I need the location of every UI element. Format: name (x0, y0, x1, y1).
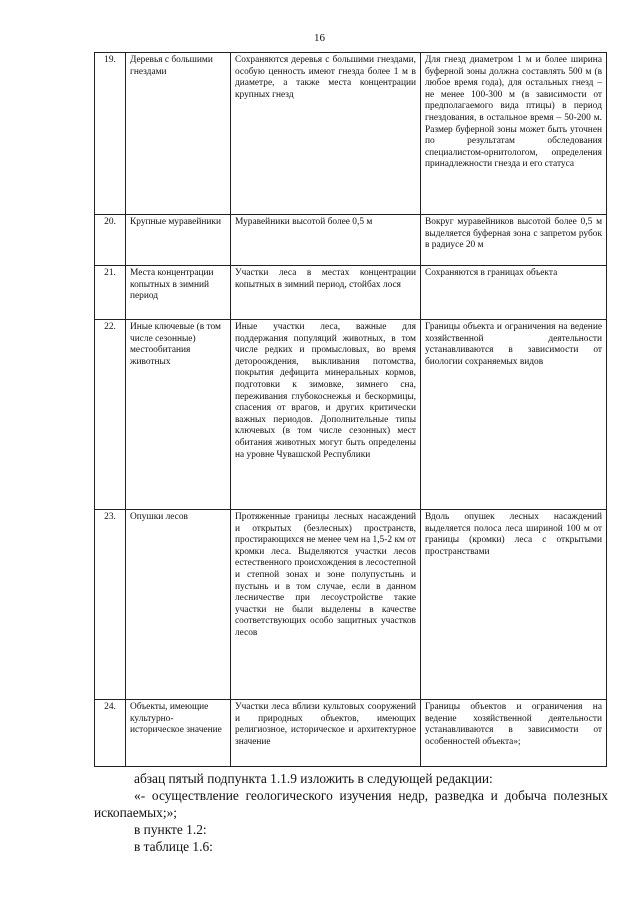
object-features: Сохраняются деревья с большими гнездами, особую ценность имеют гнезда более 1 м в диаметре, а также места концентрации крупных гнезд (231, 53, 421, 215)
object-name: Иные ключевые (в том числе сезонные) местообитания животных (126, 320, 231, 510)
protection-measures: Для гнезд диаметром 1 м и более ширина буферной зоны должна составлять 500 м (в любое время года), для остальных гнезд – не менее 100-300 м (в зависимости от предполагаемого вида птицы) в период гнездования, в остальное время – 50-200 м. Размер буферной зоны может быть уточнен по результатам обследования специалистом-орнитологом, определения принадлежности гнезда и его статуса (421, 53, 607, 215)
paragraph-text: в пункте 1.2: (134, 822, 207, 837)
table-row (95, 215, 607, 266)
object-name: Опушки лесов (126, 510, 231, 700)
object-features: Иные участки леса, важные для поддержания популяций животных, в том числе редких и промысловых, во время детороождения, выкливания потомства, покрытия дефицита минеральных кормов, подготовки к зимовке, зимнего сна, переживания глубокоснежья и бескормицы, спасения от врагов, и других критически важных периодов. Дополнительные типы ключевых (в том числе сезонных) мест обитания животных могут быть определены на уровне Чувашской Республики (231, 320, 421, 510)
table-row (95, 320, 607, 510)
amendment-paragraph (94, 770, 608, 855)
protection-measures: Границы объекта и ограничения на ведение хозяйственной деятельности устанавливаются в зависимости от биологии сохраняемых видов (421, 320, 607, 510)
table-row (95, 700, 607, 767)
paragraph-text: «- осуществление геологического изучения недр, разведка и добыча полезных ископаемых;»; (94, 788, 608, 820)
object-features: Участки леса вблизи культовых сооружений и природных объектов, имеющих религиозное, историческое и архитектурное значение (231, 700, 421, 767)
object-name: Деревья с большими гнездами (126, 53, 231, 215)
object-name: Места концентрации копытных в зимний период (126, 266, 231, 320)
table-row (95, 510, 607, 700)
row-number: 22. (95, 320, 126, 510)
object-features: Муравейники высотой более 0,5 м (231, 215, 421, 266)
row-number: 21. (95, 266, 126, 320)
row-number: 19. (95, 53, 126, 215)
protection-measures: Вдоль опушек лесных насаждений выделяется полоса леса шириной 100 м от границы (кромки) леса с открытыми пространствами (421, 510, 607, 700)
protection-measures: Сохраняются в границах объекта (421, 266, 607, 320)
protection-measures: Границы объектов и ограничения на ведение хозяйственной деятельности устанавливаются в зависимости от особенностей объекта»; (421, 700, 607, 767)
object-name: Объекты, имеющие культурно-историческое значение (126, 700, 231, 767)
paragraph-text: в таблице 1.6: (134, 839, 213, 854)
table-row (95, 53, 607, 215)
page-number: 16 (314, 32, 325, 44)
object-features: Протяженные границы лесных насаждений и открытых (безлесных) пространств, простирающихся не менее чем на 1,5-2 км от кромки леса. Выделяются участки лесов естественного происхождения в лесостепной и степной зонах и зоне полупустынь и пустынь и в том случае, если в данном лесничестве при лесоустройстве такие участки не были выделены в качестве соответствующих особо защитных участков лесов (231, 510, 421, 700)
row-number: 20. (95, 215, 126, 266)
object-features: Участки леса в местах концентрации копытных в зимний период, стойбах лося (231, 266, 421, 320)
key-habitats-table (94, 52, 607, 767)
row-number: 23. (95, 510, 126, 700)
row-number: 24. (95, 700, 126, 767)
protection-measures: Вокруг муравейников высотой более 0,5 м выделяется буферная зона с запретом рубок в радиусе 20 м (421, 215, 607, 266)
object-name: Крупные муравейники (126, 215, 231, 266)
table-row (95, 266, 607, 320)
paragraph-text: абзац пятый подпункта 1.1.9 изложить в следующей редакции: (134, 771, 493, 786)
